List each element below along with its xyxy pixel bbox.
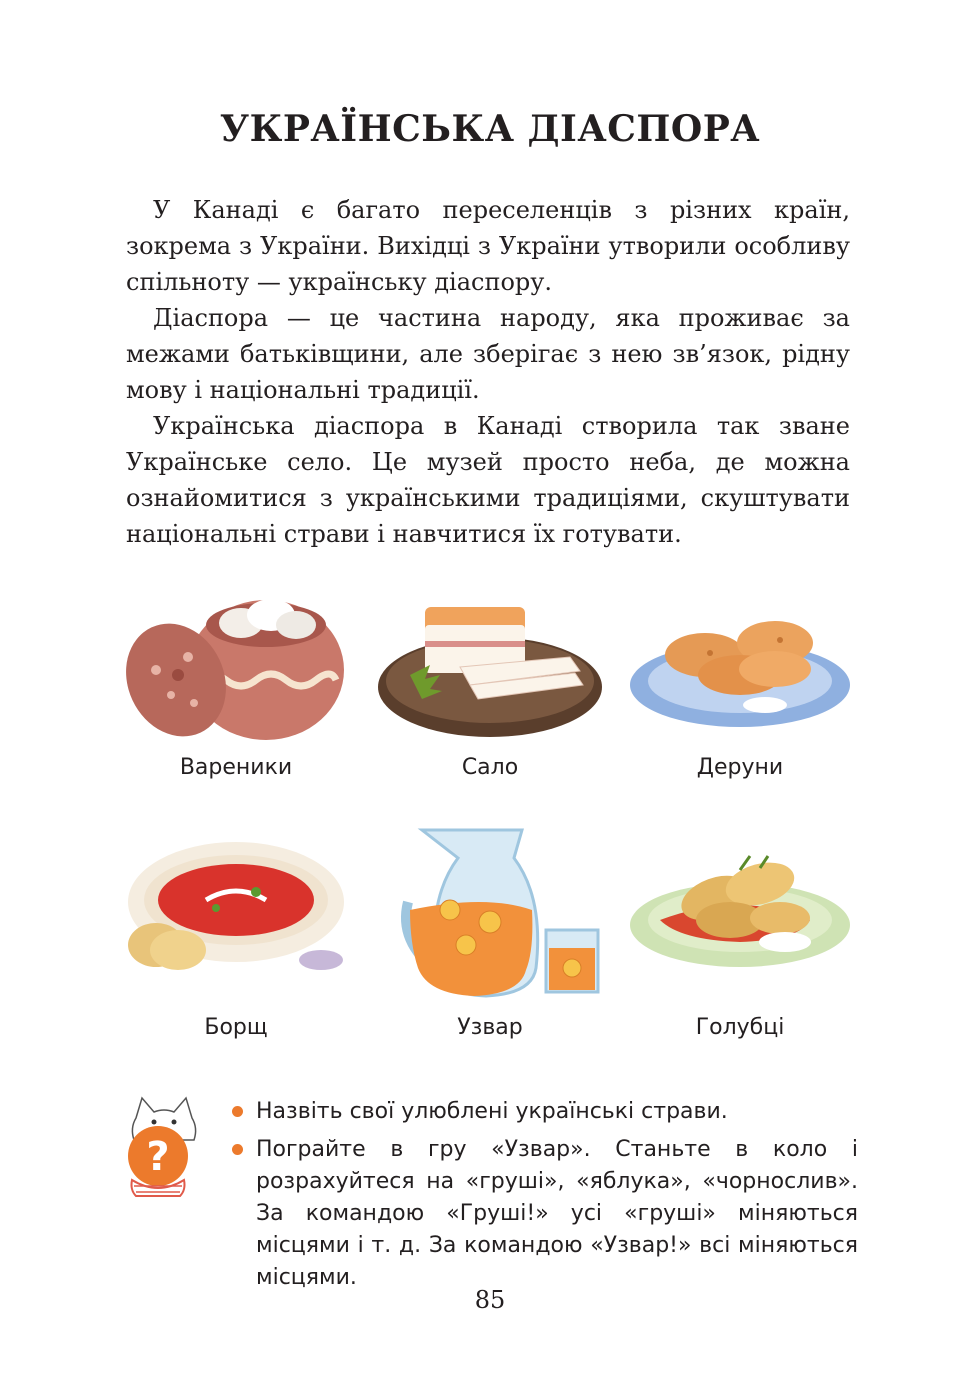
question-mark: ?	[146, 1134, 170, 1180]
page-number: 85	[474, 1286, 506, 1314]
paragraph: У Канаді є багато переселенців з різних країн, зокрема з України. Вихідці з України утворили особливу спільноту — українську діаспору.	[126, 196, 850, 296]
uzvar-jug-icon	[370, 810, 610, 1010]
food-item-salo	[370, 585, 610, 780]
paragraph: Діаспора — це частина народу, яка проживає за межами батьківщини, але зберігає з нею зв’язок, рідну мову і національні традиції.	[126, 304, 850, 404]
list-item	[232, 1096, 858, 1128]
food-caption: Вареники	[179, 755, 293, 780]
task-text: Пограйте в гру «Узвар». Станьте в коло і розрахуйтеся на «груші», «яблука», «чорнослив». За командою «Груші!» усі «груші» міняються місцями і т. д. За командою «Узвар!» всі міняються місцями.	[256, 1137, 858, 1290]
page-title: УКРАЇНСЬКА ДІАСПОРА	[219, 108, 761, 150]
food-caption: Голубці	[695, 1015, 785, 1040]
food-caption: Борщ	[204, 1015, 268, 1040]
task-list	[232, 1096, 858, 1300]
holubtsi-plate-icon	[620, 820, 860, 990]
bullet-icon	[232, 1106, 243, 1117]
paragraph: Українська діаспора в Канаді створила так зване Українське село. Це музей просто неба, де можна ознайомитися з українськими традиціями, скуштувати національні страви і навчитися їх готувати.	[126, 412, 850, 548]
bullet-icon	[232, 1144, 243, 1155]
food-caption: Узвар	[457, 1015, 523, 1040]
food-caption: Деруни	[696, 755, 784, 780]
food-gallery	[0, 585, 980, 1065]
food-item-deruny	[620, 585, 860, 780]
food-item-borshch	[116, 820, 356, 1040]
list-item	[232, 1134, 858, 1294]
tasks-block	[120, 1088, 860, 1290]
salo-board-icon	[370, 585, 610, 745]
borshch-bowl-icon	[116, 820, 356, 990]
cat-question-icon	[120, 1088, 204, 1198]
food-caption: Сало	[461, 755, 519, 780]
deruny-plate-icon	[620, 585, 860, 745]
food-item-varenyky	[116, 585, 356, 780]
food-item-uzvar	[370, 810, 610, 1040]
main-text	[126, 192, 850, 552]
task-text: Назвіть свої улюблені українські страви.	[256, 1099, 728, 1124]
food-item-holubtsi	[620, 820, 860, 1040]
varenyky-pot-icon	[116, 585, 356, 745]
